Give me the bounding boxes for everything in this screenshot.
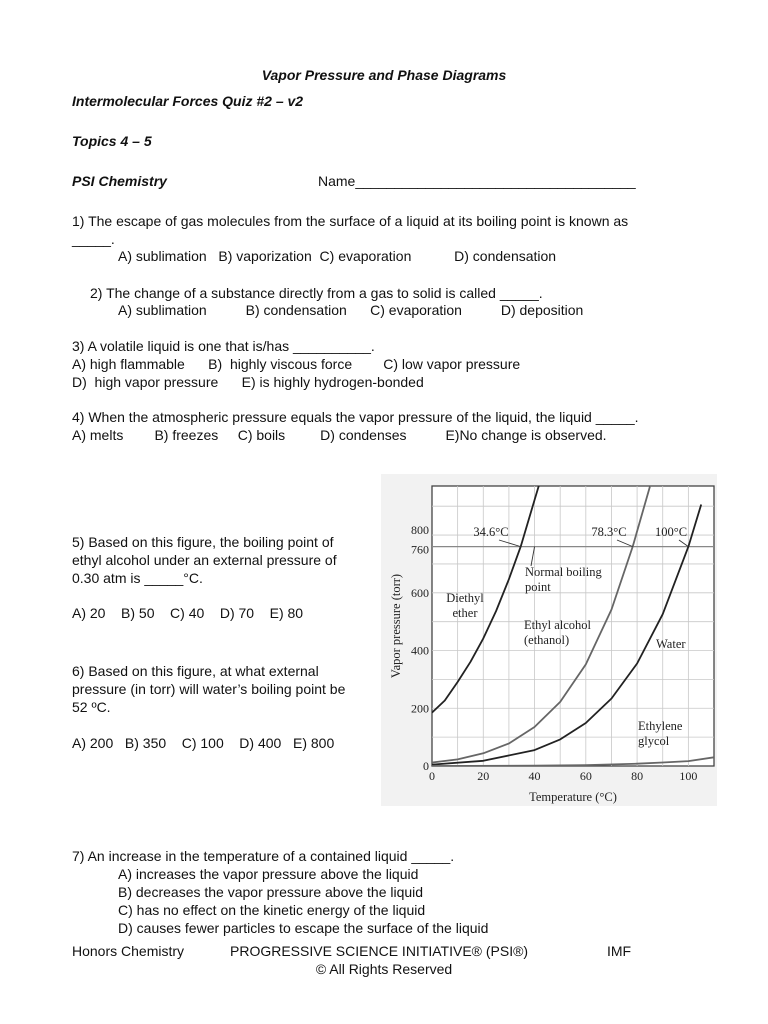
question-6-line-2: pressure (in torr) will water’s boiling point be xyxy=(72,681,346,697)
question-5-line-2: ethyl alcohol under an external pressure of xyxy=(72,552,337,568)
footer-unit: IMF xyxy=(607,943,632,959)
question-5-line-3: 0.30 atm is _____°C. xyxy=(72,570,203,586)
boiling-point-annotation: 78.3°C xyxy=(591,525,627,539)
series-label: Diethyl xyxy=(446,591,484,605)
quiz-title: Intermolecular Forces Quiz #2 – v2 xyxy=(72,93,304,109)
x-tick-label: 20 xyxy=(477,769,490,783)
vapor-pressure-svg xyxy=(381,474,717,806)
y-tick-label: 600 xyxy=(411,585,429,600)
question-4-stem: 4) When the atmospheric pressure equals the vapor pressure of the liquid, the liquid _____. xyxy=(72,409,639,425)
question-2-options[interactable]: A) sublimation B) condensation C) evaporation D) deposition xyxy=(118,302,584,318)
question-7-option-b[interactable]: B) decreases the vapor pressure above the liquid xyxy=(118,884,424,900)
page-title: Vapor Pressure and Phase Diagrams xyxy=(261,67,507,83)
question-2-stem: 2) The change of a substance directly from a gas to solid is called _____. xyxy=(90,285,543,301)
question-3-options-row-2[interactable]: D) high vapor pressure E) is highly hydrogen-bonded xyxy=(72,374,424,390)
x-tick-label: 80 xyxy=(631,769,644,783)
footer-rights: © All Rights Reserved xyxy=(315,961,453,977)
x-axis-label: Temperature (°C) xyxy=(529,790,617,804)
question-7-option-a[interactable]: A) increases the vapor pressure above the liquid xyxy=(118,866,419,882)
question-4-options[interactable]: A) melts B) freezes C) boils D) condenses E)No change is observed. xyxy=(72,427,607,443)
x-tick-label: 60 xyxy=(579,769,592,783)
question-1-options[interactable]: A) sublimation B) vaporization C) evaporation D) condensation xyxy=(118,248,557,264)
question-7-option-c[interactable]: C) has no effect on the kinetic energy of the liquid xyxy=(118,902,426,918)
reference-line-label: point xyxy=(525,580,551,594)
reference-line-label: Normal boiling xyxy=(525,565,602,579)
question-6-line-1: 6) Based on this figure, at what external xyxy=(72,663,319,679)
question-3-stem: 3) A volatile liquid is one that is/has __________. xyxy=(72,338,375,354)
y-tick-label: 0 xyxy=(423,759,429,773)
name-field[interactable]: Name____________________________________ xyxy=(318,173,636,189)
series-label: Ethylene xyxy=(638,719,683,733)
x-tick-label: 0 xyxy=(429,769,435,783)
vapor-pressure-chart xyxy=(381,474,717,806)
boiling-point-annotation: 100°C xyxy=(654,525,688,539)
boiling-point-annotation: 34.6°C xyxy=(473,525,509,539)
series-label: (ethanol) xyxy=(524,633,570,647)
y-tick-label: 800 xyxy=(411,523,429,538)
question-7-option-d[interactable]: D) causes fewer particles to escape the surface of the liquid xyxy=(118,920,489,936)
series-label: Ethyl alcohol xyxy=(524,618,591,632)
question-7-stem: 7) An increase in the temperature of a contained liquid _____. xyxy=(72,848,455,864)
question-1-stem: 1) The escape of gas molecules from the surface of a liquid at its boiling point is known as xyxy=(72,213,629,229)
question-1-blank: _____. xyxy=(72,231,115,247)
course-label: PSI Chemistry xyxy=(72,173,167,189)
y-axis-label: Vapor pressure (torr) xyxy=(389,573,403,679)
question-6-options[interactable]: A) 200 B) 350 C) 100 D) 400 E) 800 xyxy=(72,735,335,751)
series-label: Water xyxy=(656,637,686,651)
footer-program: PROGRESSIVE SCIENCE INITIATIVE® (PSI®) xyxy=(230,943,529,959)
series-label: ether xyxy=(452,606,478,620)
x-tick-label: 40 xyxy=(528,769,541,783)
y-tick-label: 760 xyxy=(411,542,429,557)
question-5-line-1: 5) Based on this figure, the boiling point of xyxy=(72,534,334,550)
question-3-options-row-1[interactable]: A) high flammable B) highly viscous force C) low vapor pressure xyxy=(72,356,521,372)
y-tick-label: 200 xyxy=(411,701,429,716)
question-6-line-3: 52 ºC. xyxy=(72,699,111,715)
series-label: glycol xyxy=(638,734,670,748)
topics-label: Topics 4 – 5 xyxy=(72,133,152,149)
footer-course: Honors Chemistry xyxy=(72,943,185,959)
x-tick-label: 100 xyxy=(679,769,698,783)
y-tick-label: 400 xyxy=(411,643,429,658)
question-5-options[interactable]: A) 20 B) 50 C) 40 D) 70 E) 80 xyxy=(72,605,304,621)
